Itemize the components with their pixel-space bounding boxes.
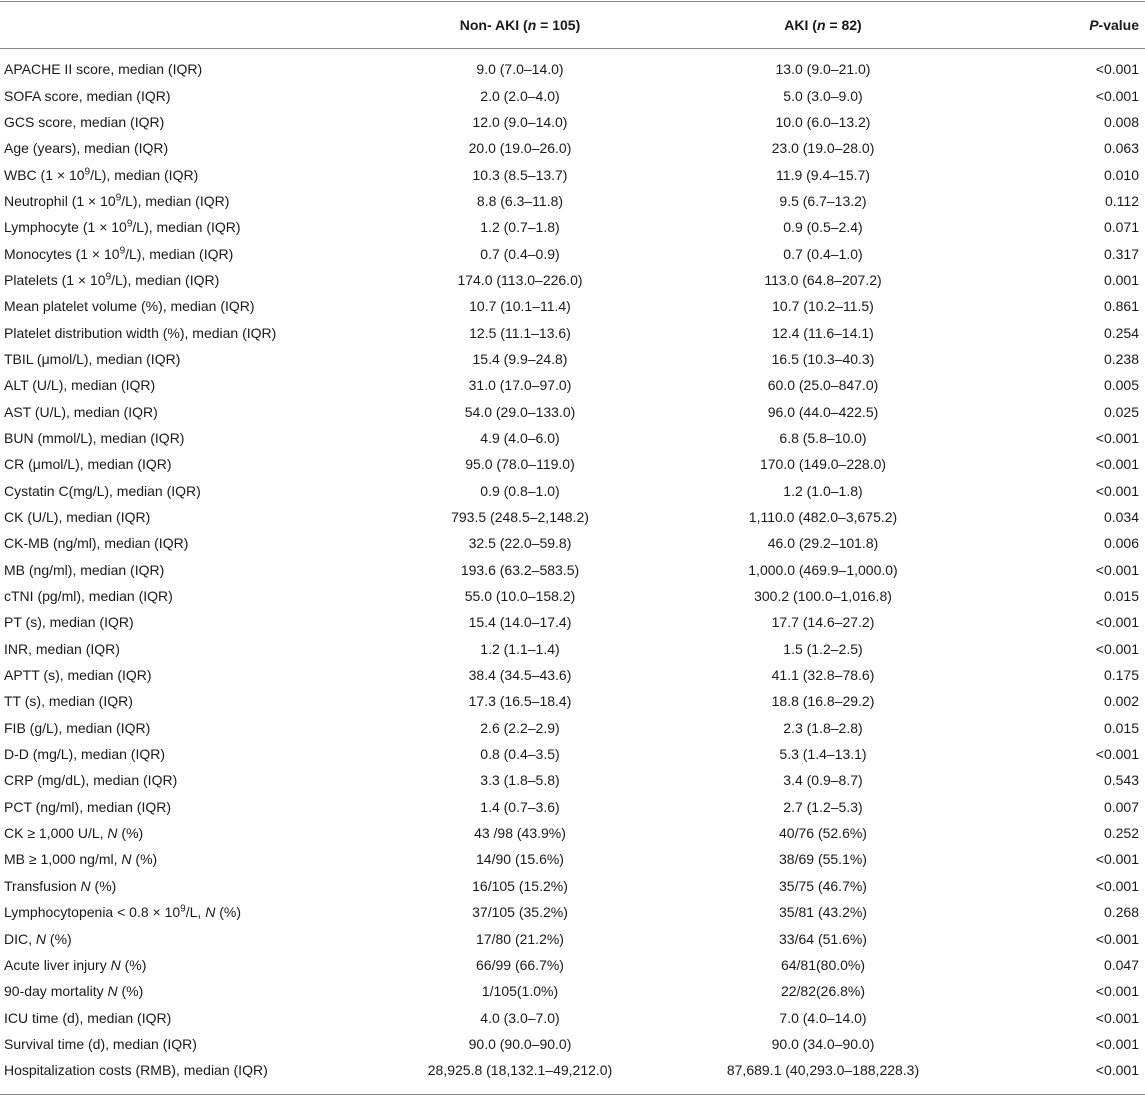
cell-aki: 1.5 (1.2–2.5) bbox=[783, 640, 863, 657]
row-label: Acute liver injury N (%) bbox=[4, 956, 147, 973]
cell-p-value: 0.175 bbox=[1103, 667, 1139, 684]
header-aki: AKI (n = 82) bbox=[784, 17, 862, 33]
cell-non-aki: 17/80 (21.2%) bbox=[476, 930, 564, 947]
row-label: D-D (mg/L), median (IQR) bbox=[4, 746, 166, 763]
cell-non-aki: 8.8 (6.3–11.8) bbox=[476, 192, 564, 209]
cell-p-value: <0.001 bbox=[1095, 983, 1139, 1000]
row-label: TBIL (μmol/L), median (IQR) bbox=[4, 350, 181, 367]
cell-non-aki: 37/105 (35.2%) bbox=[472, 904, 568, 921]
table-row bbox=[0, 1057, 1145, 1083]
cell-aki: 170.0 (149.0–228.0) bbox=[759, 456, 887, 473]
cell-p-value: <0.001 bbox=[1095, 1062, 1139, 1079]
cell-aki: 87,689.1 (40,293.0–188,228.3) bbox=[726, 1062, 920, 1079]
cell-aki: 33/64 (51.6%) bbox=[779, 930, 867, 947]
cell-non-aki: 4.9 (4.0–6.0) bbox=[480, 429, 560, 446]
cell-aki: 40/76 (52.6%) bbox=[779, 825, 867, 842]
cell-aki: 23.0 (19.0–28.0) bbox=[771, 140, 875, 157]
row-label: Transfusion N (%) bbox=[4, 877, 117, 894]
cell-p-value: 0.254 bbox=[1103, 324, 1139, 341]
table-row bbox=[0, 425, 1145, 451]
cell-p-value: <0.001 bbox=[1095, 640, 1139, 657]
table-row bbox=[0, 715, 1145, 741]
table-row bbox=[0, 109, 1145, 135]
table-row bbox=[0, 846, 1145, 872]
cell-non-aki: 10.7 (10.1–11.4) bbox=[469, 298, 571, 315]
cell-p-value: <0.001 bbox=[1095, 561, 1139, 578]
cell-p-value: <0.001 bbox=[1095, 851, 1139, 868]
cell-aki: 0.7 (0.4–1.0) bbox=[783, 245, 863, 262]
cell-p-value: 0.317 bbox=[1103, 245, 1139, 262]
cell-non-aki: 15.4 (9.9–24.8) bbox=[472, 350, 568, 367]
cell-non-aki: 0.7 (0.4–0.9) bbox=[480, 245, 560, 262]
cell-p-value: <0.001 bbox=[1095, 1035, 1139, 1052]
header-p-value: P-value bbox=[1089, 17, 1139, 33]
table-row bbox=[0, 899, 1145, 925]
table-row bbox=[0, 372, 1145, 398]
cell-non-aki: 174.0 (113.0–226.0) bbox=[457, 271, 583, 288]
cell-aki: 113.0 (64.8–207.2) bbox=[764, 271, 882, 288]
row-label: PT (s), median (IQR) bbox=[4, 614, 134, 631]
header-rule bbox=[0, 48, 1145, 49]
table-body bbox=[0, 56, 1145, 1083]
row-label: MB ≥ 1,000 ng/ml, N (%) bbox=[4, 851, 158, 868]
cell-non-aki: 12.5 (11.1–13.6) bbox=[469, 324, 571, 341]
cell-p-value: 0.002 bbox=[1103, 693, 1139, 710]
row-label: Cystatin C(mg/L), median (IQR) bbox=[4, 482, 201, 499]
table-row bbox=[0, 135, 1145, 161]
row-label: Neutrophil $(1 \times 10^9/L)$, median (IQR) bbox=[4, 192, 230, 209]
table-row bbox=[0, 267, 1145, 293]
cell-p-value: <0.001 bbox=[1095, 429, 1139, 446]
cell-aki: 17.7 (14.6–27.2) bbox=[771, 614, 875, 631]
row-label: CK-MB (ng/ml), median (IQR) bbox=[4, 535, 189, 552]
row-label: Lymphocyte $(1 \times 10^9/L)$, median (IQR) bbox=[4, 218, 241, 236]
row-label: PCT (ng/ml), median (IQR) bbox=[4, 798, 171, 815]
cell-p-value: 0.543 bbox=[1103, 772, 1139, 789]
cell-p-value: 0.005 bbox=[1103, 377, 1139, 394]
row-label: Mean platelet volume (%), median (IQR) bbox=[4, 298, 255, 315]
cell-p-value: <0.001 bbox=[1095, 930, 1139, 947]
row-label: CR (μmol/L), median (IQR) bbox=[4, 456, 172, 473]
cell-aki: 18.8 (16.8–29.2) bbox=[771, 693, 875, 710]
cell-p-value: 0.025 bbox=[1103, 403, 1139, 420]
cell-non-aki: 2.0 (2.0–4.0) bbox=[480, 87, 560, 104]
table-row bbox=[0, 504, 1145, 530]
row-label: Hospitalization costs (RMB), median (IQR) bbox=[4, 1062, 268, 1079]
cell-non-aki: 1/105(1.0%) bbox=[481, 983, 559, 1000]
row-label: Platelet distribution width (%), median (IQR) bbox=[4, 324, 277, 341]
cell-non-aki: 0.9 (0.8–1.0) bbox=[480, 482, 560, 499]
table-row bbox=[0, 478, 1145, 504]
row-label: INR, median (IQR) bbox=[4, 640, 120, 657]
cell-non-aki: 15.4 (14.0–17.4) bbox=[468, 614, 572, 631]
row-label: Monocytes $(1 \times 10^9/L)$, median (IQR) bbox=[4, 244, 234, 262]
cell-aki: 38/69 (55.1%) bbox=[779, 851, 867, 868]
table-row bbox=[0, 1031, 1145, 1057]
table-row bbox=[0, 530, 1145, 556]
table-row bbox=[0, 188, 1145, 214]
cell-aki: 6.8 (5.8–10.0) bbox=[779, 429, 867, 446]
cell-p-value: 0.001 bbox=[1103, 271, 1139, 288]
row-label: WBC $(1 \times 10^9/L)$, median (IQR) bbox=[4, 165, 199, 183]
row-label: ALT (U/L), median (IQR) bbox=[4, 377, 156, 394]
table-row bbox=[0, 925, 1145, 951]
table-row bbox=[0, 293, 1145, 319]
cell-aki: 35/81 (43.2%) bbox=[779, 904, 867, 921]
cell-non-aki: 55.0 (10.0–158.2) bbox=[464, 588, 576, 605]
cell-p-value: 0.112 bbox=[1105, 192, 1139, 209]
cell-non-aki: 793.5 (248.5–2,148.2) bbox=[451, 509, 589, 526]
cell-non-aki: 38.4 (34.5–43.6) bbox=[468, 667, 572, 684]
cell-p-value: <0.001 bbox=[1095, 877, 1139, 894]
cell-p-value: 0.006 bbox=[1103, 535, 1139, 552]
cell-p-value: <0.001 bbox=[1095, 614, 1139, 631]
cell-aki: 12.4 (11.6–14.1) bbox=[772, 324, 874, 341]
row-label: Platelets $(1 \times 10^9/L)$, median (IQR) bbox=[4, 271, 220, 288]
cell-p-value: 0.015 bbox=[1103, 588, 1139, 605]
row-label: ICU time (d), median (IQR) bbox=[4, 1009, 172, 1026]
cell-aki: 2.3 (1.8–2.8) bbox=[783, 719, 863, 736]
table-row bbox=[0, 398, 1145, 424]
cell-aki: 16.5 (10.3–40.3) bbox=[771, 350, 875, 367]
row-label: FIB (g/L), median (IQR) bbox=[4, 719, 151, 736]
table-row bbox=[0, 978, 1145, 1004]
row-label: GCS score, median (IQR) bbox=[4, 113, 165, 130]
cell-p-value: <0.001 bbox=[1095, 61, 1139, 78]
cell-aki: 5.0 (3.0–9.0) bbox=[783, 87, 863, 104]
cell-aki: 22/82(26.8%) bbox=[780, 983, 866, 1000]
row-label: SOFA score, median (IQR) bbox=[4, 87, 171, 104]
table-row bbox=[0, 82, 1145, 108]
cell-p-value: <0.001 bbox=[1095, 1009, 1139, 1026]
table-row bbox=[0, 662, 1145, 688]
cell-p-value: 0.252 bbox=[1103, 825, 1139, 842]
table-row bbox=[0, 767, 1145, 793]
cell-aki: 96.0 (44.0–422.5) bbox=[767, 403, 879, 420]
cell-non-aki: 1.4 (0.7–3.6) bbox=[480, 798, 560, 815]
cell-non-aki: 90.0 (90.0–90.0) bbox=[468, 1035, 572, 1052]
cell-non-aki: 20.0 (19.0–26.0) bbox=[468, 140, 572, 157]
cell-aki: 35/75 (46.7%) bbox=[779, 877, 867, 894]
table-row bbox=[0, 319, 1145, 345]
cell-aki: 1.2 (1.0–1.8) bbox=[783, 482, 863, 499]
cell-non-aki: 14/90 (15.6%) bbox=[476, 851, 564, 868]
cell-p-value: 0.268 bbox=[1103, 904, 1139, 921]
table-row bbox=[0, 688, 1145, 714]
cell-aki: 60.0 (25.0–847.0) bbox=[767, 377, 879, 394]
cell-non-aki: 9.0 (7.0–14.0) bbox=[476, 61, 564, 78]
table-row bbox=[0, 240, 1145, 266]
table-row bbox=[0, 820, 1145, 846]
cell-non-aki: 28,925.8 (18,132.1–49,212.0) bbox=[427, 1062, 613, 1079]
cell-non-aki: 1.2 (1.1–1.4) bbox=[480, 640, 560, 657]
cell-aki: 7.0 (4.0–14.0) bbox=[779, 1009, 867, 1026]
row-label: Age (years), median (IQR) bbox=[4, 140, 169, 157]
table-row bbox=[0, 741, 1145, 767]
table-row bbox=[0, 952, 1145, 978]
row-label: CK (U/L), median (IQR) bbox=[4, 509, 151, 526]
cell-non-aki: 3.3 (1.8–5.8) bbox=[480, 772, 560, 789]
cell-aki: 3.4 (0.9–8.7) bbox=[783, 772, 863, 789]
cell-non-aki: 0.8 (0.4–3.5) bbox=[480, 746, 560, 763]
row-label: 90-day mortality N (%) bbox=[4, 983, 144, 1000]
table-row bbox=[0, 161, 1145, 187]
cell-aki: 300.2 (100.0–1,016.8) bbox=[754, 588, 892, 605]
row-label: APTT (s), median (IQR) bbox=[4, 667, 152, 684]
table-row bbox=[0, 214, 1145, 240]
cell-non-aki: 16/105 (15.2%) bbox=[472, 877, 568, 894]
cell-p-value: 0.047 bbox=[1103, 956, 1139, 973]
row-label: APACHE II score, median (IQR) bbox=[4, 61, 203, 78]
row-label: MB (ng/ml), median (IQR) bbox=[4, 561, 165, 578]
cell-aki: 5.3 (1.4–13.1) bbox=[779, 746, 867, 763]
cell-non-aki: 66/99 (66.7%) bbox=[476, 956, 564, 973]
cell-p-value: 0.015 bbox=[1103, 719, 1139, 736]
row-label: DIC, N (%) bbox=[4, 930, 72, 947]
row-label: CK ≥ 1,000 U/L, N (%) bbox=[4, 825, 144, 842]
table-row bbox=[0, 583, 1145, 609]
cell-aki: 2.7 (1.2–5.3) bbox=[783, 798, 863, 815]
table-row bbox=[0, 1004, 1145, 1030]
cell-non-aki: 10.3 (8.5–13.7) bbox=[472, 166, 568, 183]
cell-non-aki: 54.0 (29.0–133.0) bbox=[464, 403, 576, 420]
row-label: TT (s), median (IQR) bbox=[4, 693, 133, 710]
row-label: cTNI (pg/ml), median (IQR) bbox=[4, 588, 173, 605]
cell-p-value: 0.007 bbox=[1103, 798, 1139, 815]
table-row bbox=[0, 794, 1145, 820]
cell-aki: 46.0 (29.2–101.8) bbox=[767, 535, 879, 552]
cell-p-value: 0.071 bbox=[1103, 219, 1139, 236]
cell-non-aki: 1.2 (0.7–1.8) bbox=[480, 219, 560, 236]
cell-p-value: 0.008 bbox=[1103, 113, 1139, 130]
cell-aki: 0.9 (0.5–2.4) bbox=[783, 219, 863, 236]
cell-aki: 1,110.0 (482.0–3,675.2) bbox=[748, 509, 898, 526]
cell-p-value: 0.034 bbox=[1103, 509, 1139, 526]
cell-non-aki: 43 /98 (43.9%) bbox=[474, 825, 566, 842]
cell-p-value: <0.001 bbox=[1095, 746, 1139, 763]
table-row bbox=[0, 873, 1145, 899]
row-label: BUN (mmol/L), median (IQR) bbox=[4, 429, 185, 446]
cell-p-value: <0.001 bbox=[1095, 87, 1139, 104]
table-row bbox=[0, 557, 1145, 583]
cell-p-value: 0.861 bbox=[1103, 298, 1139, 315]
table-row bbox=[0, 346, 1145, 372]
cell-non-aki: 2.6 (2.2–2.9) bbox=[480, 719, 560, 736]
row-label: CRP (mg/dL), median (IQR) bbox=[4, 772, 178, 789]
table-header-row bbox=[0, 2, 1145, 48]
cell-aki: 64/81(80.0%) bbox=[780, 956, 866, 973]
table-row bbox=[0, 451, 1145, 477]
cell-p-value: <0.001 bbox=[1095, 456, 1139, 473]
cell-p-value: <0.001 bbox=[1095, 482, 1139, 499]
cell-non-aki: 32.5 (22.0–59.8) bbox=[468, 535, 572, 552]
row-label: Survival time (d), median (IQR) bbox=[4, 1035, 197, 1052]
cell-aki: 10.0 (6.0–13.2) bbox=[775, 113, 871, 130]
cell-non-aki: 193.6 (63.2–583.5) bbox=[460, 561, 580, 578]
cell-aki: 1,000.0 (469.9–1,000.0) bbox=[748, 561, 898, 578]
cell-aki: 11.9 (9.4–15.7) bbox=[776, 166, 870, 183]
table-row bbox=[0, 609, 1145, 635]
cell-aki: 13.0 (9.0–21.0) bbox=[775, 61, 871, 78]
cell-aki: 41.1 (32.8–78.6) bbox=[771, 667, 875, 684]
cell-p-value: 0.063 bbox=[1103, 140, 1139, 157]
cell-non-aki: 95.0 (78.0–119.0) bbox=[465, 456, 575, 473]
cell-aki: 9.5 (6.7–13.2) bbox=[779, 192, 867, 209]
cell-non-aki: 17.3 (16.5–18.4) bbox=[468, 693, 572, 710]
cell-non-aki: 31.0 (17.0–97.0) bbox=[468, 377, 572, 394]
table-bottom-rule bbox=[0, 1094, 1145, 1095]
cell-p-value: 0.238 bbox=[1103, 350, 1139, 367]
header-non-aki: Non- AKI (n = 105) bbox=[459, 17, 581, 33]
row-label: Lymphocytopenia < $0.8 \times 10^9/L$, N (%) bbox=[4, 903, 241, 921]
cell-aki: 10.7 (10.2–11.5) bbox=[772, 298, 874, 315]
cell-aki: 90.0 (34.0–90.0) bbox=[771, 1035, 875, 1052]
row-label: AST (U/L), median (IQR) bbox=[4, 403, 158, 420]
cell-non-aki: 12.0 (9.0–14.0) bbox=[472, 113, 568, 130]
table-row bbox=[0, 636, 1145, 662]
cell-p-value: 0.010 bbox=[1103, 166, 1139, 183]
table-row bbox=[0, 56, 1145, 82]
cell-non-aki: 4.0 (3.0–7.0) bbox=[480, 1009, 560, 1026]
